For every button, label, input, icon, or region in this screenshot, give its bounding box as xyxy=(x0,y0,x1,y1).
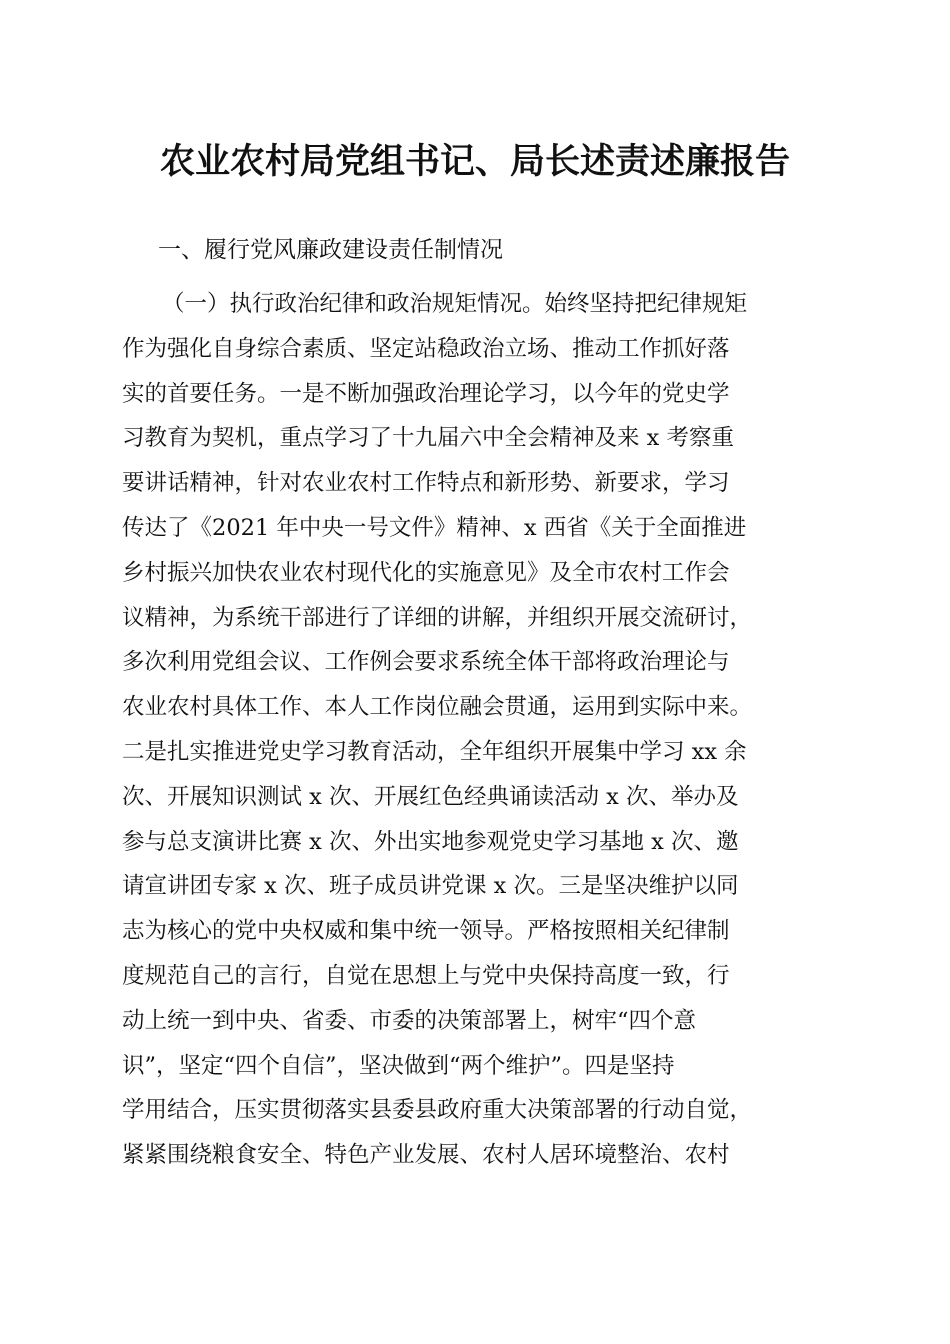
paragraph-line: 二是扎实推进党史学习教育活动，全年组织开展集中学习 xx 余 xyxy=(122,738,747,765)
paragraph-line: 议精神，为系统干部进行了详细的讲解，并组织开展交流研讨， xyxy=(122,604,753,631)
document-title: 农业农村局党组书记、局长述责述廉报告 xyxy=(159,141,790,182)
paragraph-line: 次、开展知识测试 x 次、开展红色经典诵读活动 x 次、举办及 xyxy=(122,783,739,810)
paragraph-line: 紧紧围绕粮食安全、特色产业发展、农村人居环境整治、农村 xyxy=(122,1142,730,1169)
paragraph-line: 志为核心的党中央权威和集中统一领导。严格按照相关纪律制 xyxy=(122,918,730,945)
paragraph-line: 农业农村具体工作、本人工作岗位融会贯通，运用到实际中来。 xyxy=(122,694,753,721)
paragraph-line: 习教育为契机，重点学习了十九届六中全会精神及来 x 考察重 xyxy=(122,425,734,452)
paragraph-line: 识”，坚定“四个自信”，坚决做到“两个维护”。四是坚持 xyxy=(122,1052,675,1079)
paragraph-line: 实的首要任务。一是不断加强政治理论学习，以今年的党史学 xyxy=(122,380,730,407)
paragraph-line: 度规范自己的言行，自觉在思想上与党中央保持高度一致，行 xyxy=(122,962,730,989)
paragraph-line: 传达了《2021 年中央一号文件》精神、x 西省《关于全面推进 xyxy=(122,514,747,541)
paragraph-line: 学用结合，压实贯彻落实县委县政府重大决策部署的行动自觉， xyxy=(122,1097,753,1124)
paragraph-line: 乡村振兴加快农业农村现代化的实施意见》及全市农村工作会 xyxy=(122,559,730,586)
paragraph-line: （一）执行政治纪律和政治规矩情况。始终坚持把纪律规矩 xyxy=(162,291,748,317)
paragraph-line: 请宣讲团专家 x 次、班子成员讲党课 x 次。三是坚决维护以同 xyxy=(122,873,739,900)
paragraph-line: 作为强化自身综合素质、坚定站稳政治立场、推动工作抓好落 xyxy=(122,335,730,362)
paragraph-line: 多次利用党组会议、工作例会要求系统全体干部将政治理论与 xyxy=(122,649,730,676)
section-heading: 一、履行党风廉政建设责任制情况 xyxy=(158,237,503,263)
paragraph-line: 动上统一到中央、省委、市委的决策部署上，树牢“四个意 xyxy=(122,1007,697,1034)
paragraph-line: 要讲话精神，针对农业农村工作特点和新形势、新要求，学习 xyxy=(122,470,730,497)
body-paragraph xyxy=(122,282,834,1178)
paragraph-line: 参与总支演讲比赛 x 次、外出实地参观党史学习基地 x 次、邀 xyxy=(122,828,739,855)
